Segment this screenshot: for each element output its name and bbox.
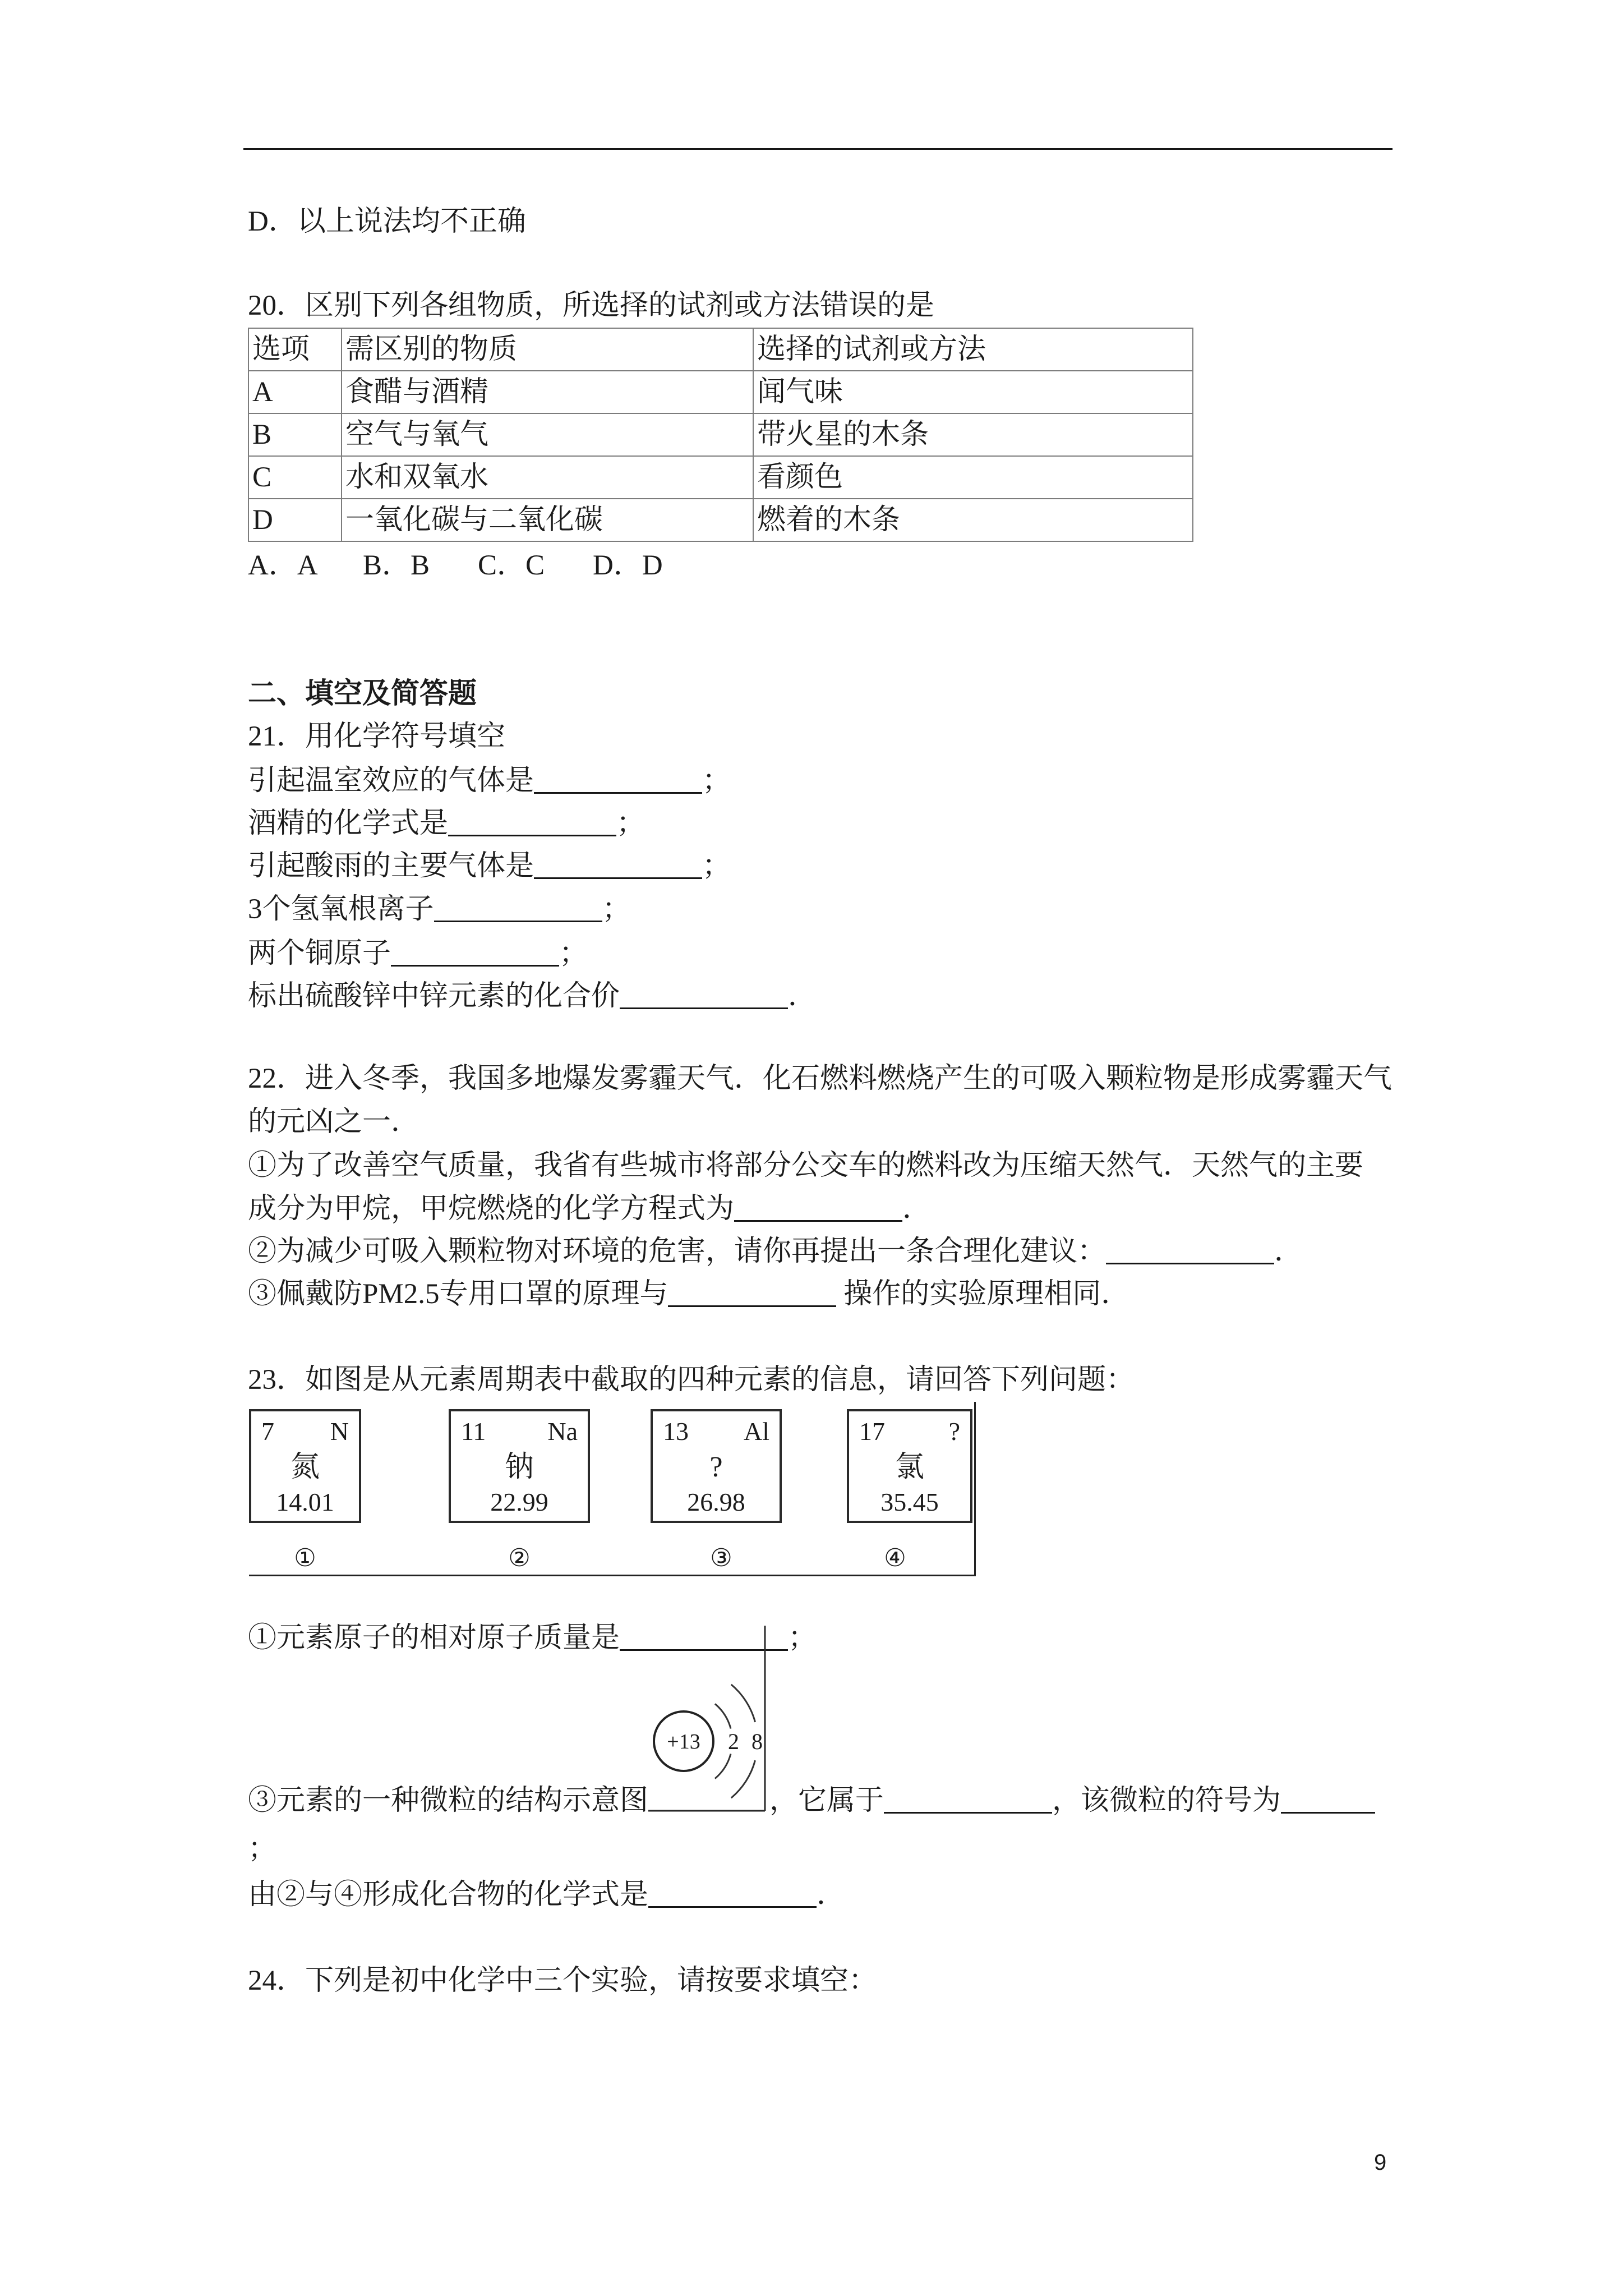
element-card-aluminum <box>651 1409 782 1523</box>
q21-item-prompt: 引起温室效应的气体是 <box>248 765 534 797</box>
q22-part2-prompt: ②为减少可吸入颗粒物对环境的危害，请你再提出一条合理化建议： <box>248 1236 1106 1267</box>
element-symbol: ? <box>948 1417 960 1446</box>
answer-blank <box>668 1285 836 1307</box>
q21-item-end: ； <box>702 765 731 797</box>
table-cell: 燃着的木条 <box>753 499 1193 541</box>
atomic-number: 11 <box>461 1417 486 1446</box>
element-name: 氮 <box>290 1451 320 1483</box>
q23-part1-prompt: ①元素原子的相对原子质量是 <box>248 1622 620 1654</box>
q21-item <box>248 849 731 883</box>
q21-item-prompt: 酒精的化学式是 <box>248 808 449 839</box>
table-cell: C <box>248 456 342 499</box>
table-cell: A <box>248 371 342 413</box>
table-row <box>248 456 1193 499</box>
element-name: 氯 <box>895 1451 924 1483</box>
atomic-mass: 22.99 <box>490 1488 548 1516</box>
q23-part3 <box>248 1878 845 1912</box>
q21-item <box>248 892 631 926</box>
atomic-mass: 26.98 <box>687 1488 745 1516</box>
q21-item-prompt: 两个铜原子 <box>248 938 391 969</box>
periodic-table-figure <box>249 1402 976 1576</box>
table-row <box>248 413 1193 456</box>
outer-shell-arc-bottom <box>731 1760 755 1798</box>
element-card-sodium <box>449 1409 590 1523</box>
q21-item-end: ． <box>788 981 817 1012</box>
q23-part1-end: ； <box>788 1622 817 1654</box>
atomic-mass: 35.45 <box>880 1488 939 1516</box>
answer-blank <box>434 900 602 922</box>
answer-blank <box>391 945 559 967</box>
q20-stem: 20．区别下列各组物质，所选择的试剂或方法错误的是 <box>248 290 935 321</box>
q20-table <box>248 328 1193 542</box>
choice-d: D．D <box>593 550 663 581</box>
atomic-number: 7 <box>261 1417 274 1446</box>
element-card-chlorine <box>847 1409 972 1523</box>
q23-part3-end: ． <box>817 1879 846 1911</box>
answer-blank <box>1106 1243 1274 1264</box>
q22-part1-end: ． <box>902 1193 932 1225</box>
table-cell: D <box>248 499 342 541</box>
element-label: ② <box>508 1544 531 1572</box>
header-rule <box>243 148 1393 150</box>
q21-item-end: ； <box>702 850 731 882</box>
outer-shell-electrons: 8 <box>751 1729 763 1754</box>
answer-blank <box>1281 1792 1375 1814</box>
q23-part2-prompt: ③元素的一种微粒的结构示意图 <box>248 1785 649 1816</box>
q21-item-end: ； <box>559 938 588 969</box>
q22-part1-line: ①为了改善空气质量，我省有些城市将部分公交车的燃料改为压缩天然气．天然气的主要 <box>248 1150 1364 1181</box>
table-cell: B <box>248 413 342 456</box>
q23-stem: 23．如图是从元素周期表中截取的四种元素的信息，请回答下列问题： <box>248 1364 1135 1396</box>
q21-item <box>248 937 588 970</box>
q22-part1 <box>248 1192 931 1226</box>
table-cell: 带火星的木条 <box>753 413 1193 456</box>
q21-item <box>248 979 817 1013</box>
q21-item-prompt: 引起酸雨的主要气体是 <box>248 850 534 882</box>
q21-item-end: ； <box>602 894 631 925</box>
table-header-cell: 选择的试剂或方法 <box>753 328 1193 371</box>
q23-part3-prompt: 由②与④形成化合物的化学式是 <box>248 1879 649 1911</box>
inner-shell-arc-top <box>715 1704 731 1728</box>
answer-blank <box>734 1200 902 1222</box>
section-title: 二、填空及简答题 <box>248 678 477 710</box>
q23-part2 <box>248 1729 1375 1818</box>
outer-shell-arc-top <box>731 1685 755 1722</box>
q22-part3-end: 操作的实验原理相同． <box>836 1278 1130 1310</box>
choice-c: C．C <box>478 550 545 581</box>
q23-part2-mid2: ，该微粒的符号为 <box>1052 1785 1281 1816</box>
table-cell: 食醋与酒精 <box>342 371 753 413</box>
answer-blank <box>648 1886 817 1908</box>
answer-blank <box>884 1792 1052 1814</box>
table-header-cell: 需区别的物质 <box>342 328 753 371</box>
q23-part2-end: ； <box>248 1833 277 1865</box>
table-cell: 空气与氧气 <box>342 413 753 456</box>
q23-part2-mid: ，它属于 <box>769 1785 884 1816</box>
inner-shell-arc-bottom <box>715 1754 731 1779</box>
inner-shell-electrons: 2 <box>728 1729 740 1754</box>
q21-stem: 21．用化学符号填空 <box>248 721 506 752</box>
answer-blank <box>448 815 616 836</box>
page-number: 9 <box>1374 2150 1387 2175</box>
element-symbol: Na <box>547 1417 578 1446</box>
element-symbol: Al <box>744 1417 769 1446</box>
q22-stem-line: 的元凶之一． <box>248 1106 420 1138</box>
answer-blank <box>534 772 702 794</box>
element-card-nitrogen <box>249 1409 361 1523</box>
q22-part2-end: ． <box>1274 1236 1303 1267</box>
element-name: ? <box>709 1451 723 1483</box>
choice-b: B．B <box>363 550 430 581</box>
atomic-mass: 14.01 <box>276 1488 334 1516</box>
element-symbol: N <box>330 1417 349 1446</box>
answer-blank <box>620 987 788 1009</box>
q21-item <box>248 764 731 798</box>
table-cell: 看颜色 <box>753 456 1193 499</box>
table-row <box>248 499 1193 541</box>
element-label: ③ <box>710 1544 732 1572</box>
q22-part3 <box>248 1277 1129 1311</box>
q21-item-prompt: 3个氢氧根离子 <box>248 894 434 925</box>
q22-stem-line: 22．进入冬季，我国多地爆发雾霾天气．化石燃料燃烧产生的可吸入颗粒物是形成雾霾天气 <box>248 1063 1393 1094</box>
atomic-number: 17 <box>859 1417 885 1446</box>
table-cell: 一氧化碳与二氧化碳 <box>342 499 753 541</box>
q21-item-prompt: 标出硫酸锌中锌元素的化合价 <box>248 981 620 1012</box>
table-header-cell: 选项 <box>248 328 342 371</box>
atom-structure-svg <box>648 1625 769 1815</box>
choice-a: A．A <box>248 550 318 581</box>
nucleus-charge: +13 <box>667 1730 700 1754</box>
answer-blank <box>534 857 702 879</box>
q20-choices <box>248 549 708 582</box>
q22-part1-prompt: 成分为甲烷，甲烷燃烧的化学方程式为 <box>248 1193 735 1225</box>
element-label: ④ <box>884 1544 906 1572</box>
q24-stem: 24．下列是初中化学中三个实验，请按要求填空： <box>248 1965 878 1996</box>
atomic-number: 13 <box>663 1417 689 1446</box>
element-label: ① <box>294 1544 316 1572</box>
q22-part3-prompt: ③佩戴防PM2.5专用口罩的原理与 <box>248 1278 668 1310</box>
table-row <box>248 371 1193 413</box>
table-cell: 闻气味 <box>753 371 1193 413</box>
table-header-row <box>248 328 1193 371</box>
q22-part2 <box>248 1235 1303 1268</box>
table-cell: 水和双氧水 <box>342 456 753 499</box>
q21-item <box>248 807 645 840</box>
q21-item-end: ； <box>616 808 645 839</box>
q19-option-d: D．以上说法均不正确 <box>248 206 526 237</box>
element-name: 钠 <box>504 1451 534 1483</box>
